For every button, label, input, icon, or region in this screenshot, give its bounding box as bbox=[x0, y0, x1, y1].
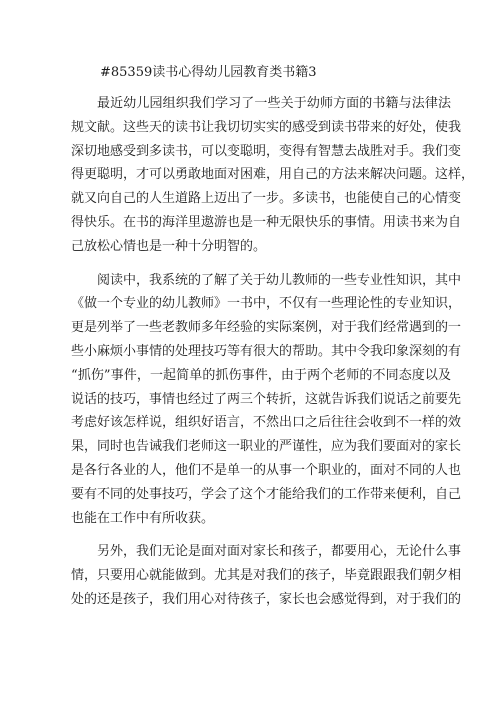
text-line: 阅读中，我系统的了解了关于幼儿教师的一些专业性知识，其中 bbox=[97, 272, 462, 288]
text-line: 己放松心情也是一种十分明智的。 bbox=[71, 238, 267, 254]
text-line: 是各行各业的人，他们不是单一的从事一个职业的，面对不同的人也 bbox=[71, 462, 462, 478]
text-line: 处的还是孩子，我们用心对待孩子，家长也会感觉得到，对于我们的 bbox=[71, 591, 462, 607]
text-line: 果，同时也告诫我们老师这一职业的严谨性，应为我们要面对的家长 bbox=[71, 439, 462, 455]
text-line: 《做一个专业的幼儿教师》一书中，不仅有一些理论性的专业知识， bbox=[71, 296, 462, 312]
text-line: 最近幼儿园组织我们学习了一些关于幼师方面的书籍与法律法 bbox=[97, 96, 451, 111]
text-line: 些小麻烦小事情的处理技巧等有很大的帮助。其中令我印象深刻的有 bbox=[71, 343, 462, 359]
text-line: 深切地感受到多读书，可以变聪明，变得有智慧去战胜对手。我们变 bbox=[71, 143, 462, 159]
text-line: 得更聪明，才可以勇敢地面对困难，用自己的方法来解决问题。这样， bbox=[71, 167, 475, 183]
text-line: 就又向自己的人生道路上迈出了一步。多读书，也能使自己的心情变 bbox=[71, 191, 462, 207]
paragraph bbox=[71, 540, 462, 611]
text-line: 规文献。这些天的读书让我切切实实的感受到读书带来的好处，使我 bbox=[71, 119, 462, 135]
text-line: 另外，我们无论是面对面对家长和孩子，都要用心，无论什么事 bbox=[97, 544, 462, 560]
document-title: #85359读书心得幼儿园教育类书籍3 bbox=[100, 65, 317, 80]
document-body bbox=[71, 92, 475, 612]
paragraph bbox=[71, 269, 462, 531]
text-line: 情，只要用心就能做到。尤其是对我们的孩子，毕竟跟跟我们朝夕相 bbox=[71, 568, 462, 584]
text-line: “抓伤”事件，一起简单的抓伤事件，由于两个老师的不同态度以及 bbox=[71, 367, 451, 383]
text-line: 更是列举了一些老教师多年经验的实际案例，对于我们经常遇到的一 bbox=[71, 320, 462, 336]
text-line: 要有不同的处事技巧，学会了这个才能给我们的工作带来便利，自己 bbox=[71, 486, 462, 502]
text-line: 说话的技巧，事情也经过了两三个转折，这就告诉我们说话之前要先 bbox=[71, 391, 462, 407]
text-line: 考虑好该怎样说，组织好语言，不然出口之后往往会收到不一样的效 bbox=[71, 415, 462, 431]
text-line: 也能在工作中有所收获。 bbox=[71, 510, 215, 526]
paragraph bbox=[71, 92, 475, 259]
text-line: 得快乐。在书的海洋里遨游也是一种无限快乐的事情。用读书来为自 bbox=[71, 214, 462, 230]
